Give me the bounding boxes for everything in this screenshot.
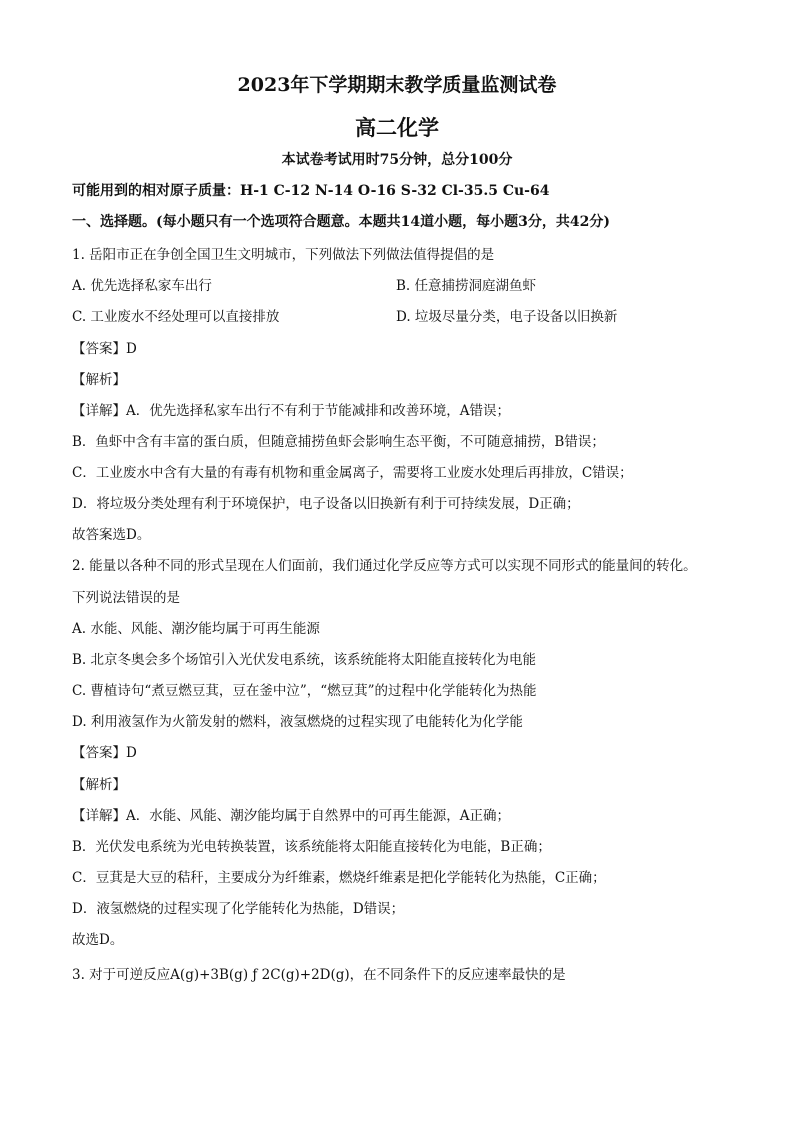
q2-option-b: B. 北京冬奥会多个场馆引入光伏发电系统，该系统能将太阳能直接转化为电能 — [72, 652, 537, 668]
q3-stem-prefix: 3. 对于可逆反应 — [72, 967, 171, 983]
q2-option-c: C. 曹植诗句“煮豆燃豆萁，豆在釜中泣”，“燃豆萁”的过程中化学能转化为热能 — [72, 683, 537, 699]
exam-title: 2023年下学期期末教学质量监测试卷 — [237, 74, 557, 96]
subject-title: 高二化学 — [355, 115, 439, 140]
q1-detail-d: D．将垃圾分类处理有利于环境保护，电子设备以旧换新有利于可持续发展，D正确； — [72, 496, 580, 512]
q2-conclusion: 故选D。 — [72, 932, 124, 948]
q1-conclusion: 故答案选D。 — [72, 527, 151, 543]
q1-option-a: A. 优先选择私家车出行 — [72, 278, 212, 294]
q2-detail-d: D．液氢燃烧的过程实现了化学能转化为热能，D错误； — [72, 901, 405, 917]
exam-info: 本试卷考试用时75分钟，总分100分 — [281, 152, 513, 168]
q2-detail-b: B．光伏发电系统为光电转换装置，该系统能将太阳能直接转化为电能，B正确； — [72, 839, 551, 855]
section-heading: 一、选择题。(每小题只有一个选项符合题意。本题共14道小题，每小题3分，共42分) — [72, 214, 610, 230]
q3-stem — [72, 966, 566, 984]
q1-detail-c: C．工业废水中含有大量的有毒有机物和重金属离子，需要将工业废水处理后再排放，C错误； — [72, 465, 633, 481]
q1-detail-a: 【详解】A．优先选择私家车出行不有利于节能减排和改善环境，A错误； — [72, 403, 510, 419]
q1-option-d: D. 垃圾尽量分类，电子设备以旧换新 — [396, 309, 618, 325]
q1-detail-b: B．鱼虾中含有丰富的蛋白质，但随意捕捞鱼虾会影响生态平衡，不可随意捕捞，B错误； — [72, 434, 605, 450]
q2-answer: 【答案】D — [72, 745, 137, 761]
q2-detail-c: C．豆萁是大豆的秸秆，主要成分为纤维素，燃烧纤维素是把化学能转化为热能，C正确； — [72, 870, 606, 886]
atomic-masses: 可能用到的相对原子质量：H-1 C-12 N-14 O-16 S-32 Cl-35.5 Cu-64 — [72, 183, 550, 199]
q3-stem-suffix: ，在不同条件下的反应速率最快的是 — [349, 967, 566, 983]
q1-option-b: B. 任意捕捞洞庭湖鱼虾 — [396, 278, 537, 294]
q2-stem: 2. 能量以各种不同的形式呈现在人们面前，我们通过化学反应等方式可以实现不同形式的能量间的转化。 — [72, 558, 697, 574]
q2-detail-a: 【详解】A．水能、风能、潮汐能均属于自然界中的可再生能源，A正确； — [72, 808, 510, 824]
q1-answer: 【答案】D — [72, 341, 137, 357]
q2-analysis-label: 【解析】 — [72, 777, 126, 793]
q1-stem: 1. 岳阳市正在争创全国卫生文明城市，下列做法下列做法值得提倡的是 — [72, 247, 495, 263]
q2-option-d: D. 利用液氢作为火箭发射的燃料，液氢燃烧的过程实现了电能转化为化学能 — [72, 714, 523, 730]
q3-reaction-formula: A(g)+3B(g) ƒ 2C(g)+2D(g) — [170, 967, 350, 983]
q2-option-a: A. 水能、风能、潮汐能均属于可再生能源 — [72, 621, 320, 637]
q1-analysis-label: 【解析】 — [72, 372, 126, 388]
q1-option-c: C. 工业废水不经处理可以直接排放 — [72, 309, 280, 325]
q2-stem-cont: 下列说法错误的是 — [72, 590, 180, 606]
